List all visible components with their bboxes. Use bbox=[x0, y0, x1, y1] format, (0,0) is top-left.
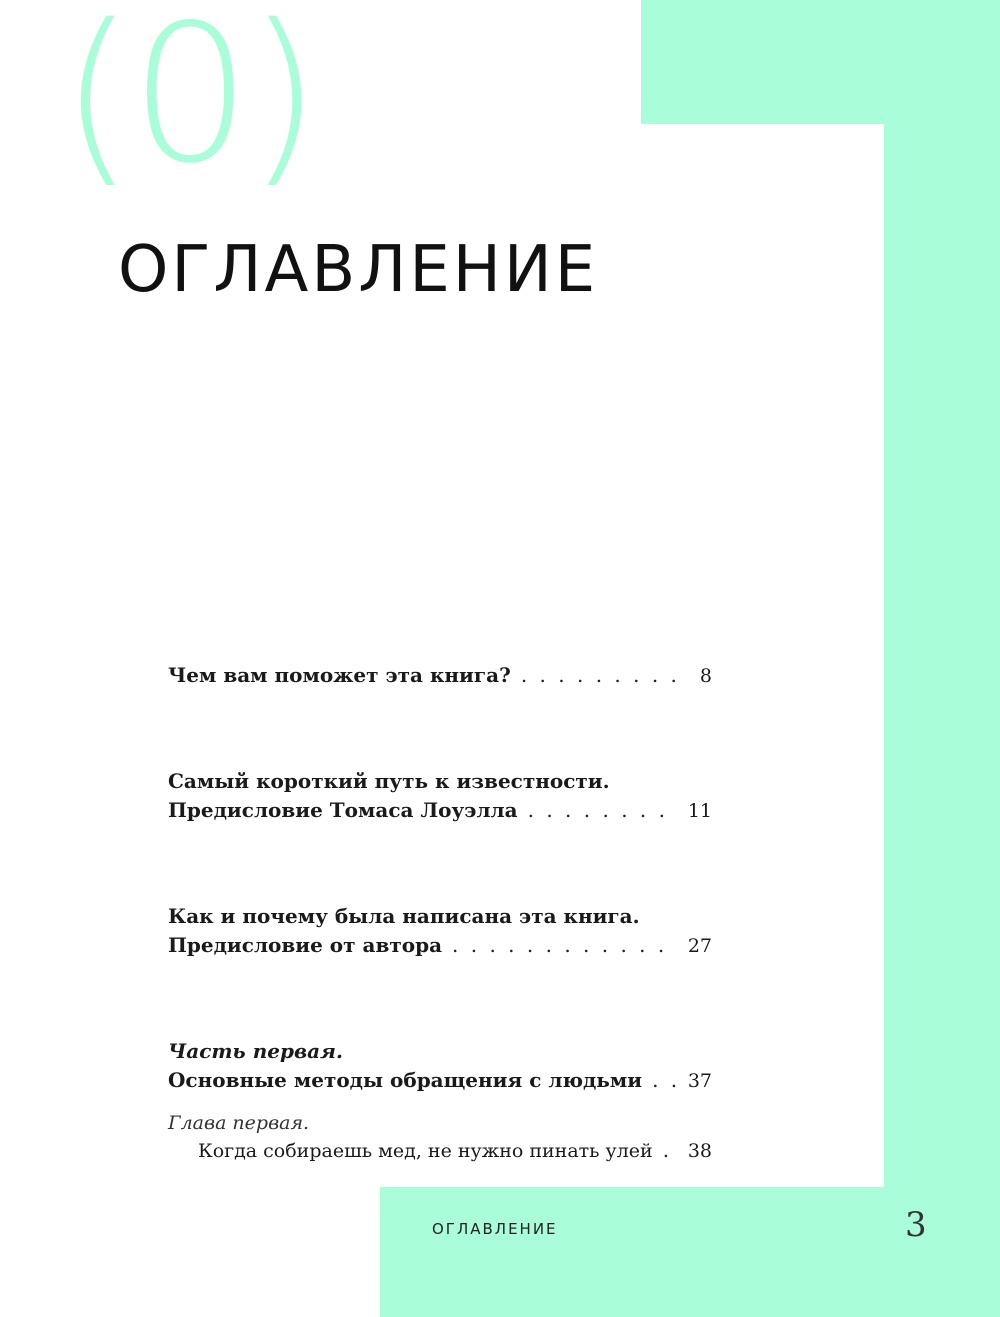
toc-entry-subtitle: Предисловие Томаса Лоуэлла bbox=[168, 798, 518, 822]
toc-chapter-label: Глава первая. bbox=[168, 1112, 310, 1134]
page-number: 3 bbox=[905, 1205, 927, 1245]
leader-dots bbox=[528, 796, 678, 825]
toc-entry-1[interactable] bbox=[168, 661, 712, 691]
toc-page-number: 27 bbox=[687, 935, 712, 957]
leader-dots bbox=[452, 931, 678, 960]
toc-entry-subtitle: Предисловие от автора bbox=[168, 933, 443, 957]
toc-entry-title: Как и почему была написана эта книга. bbox=[168, 904, 640, 928]
toc-page-number: 38 bbox=[687, 1140, 712, 1162]
toc-part-label: Часть первая. bbox=[168, 1039, 343, 1063]
page-title: ОГЛАВЛЕНИЕ bbox=[118, 233, 599, 307]
toc-page-number: 11 bbox=[687, 800, 712, 822]
running-footer: ОГЛАВЛЕНИЕ bbox=[432, 1220, 558, 1238]
toc-entry-title: Самый короткий путь к известности. bbox=[168, 769, 610, 793]
decor-band-right bbox=[884, 0, 1000, 1317]
toc-entry-2[interactable] bbox=[168, 767, 712, 826]
toc-chapter-title: Когда собираешь мед, не нужно пинать улей bbox=[198, 1140, 653, 1162]
toc-part-title: Основные методы обращения с людьми bbox=[168, 1068, 643, 1092]
leader-dots bbox=[663, 1136, 678, 1165]
toc-entry-3[interactable] bbox=[168, 902, 712, 961]
toc-chapter-1[interactable] bbox=[168, 1110, 712, 1166]
leader-dots bbox=[652, 1066, 678, 1095]
toc-entry-title: Чем вам поможет эта книга? bbox=[168, 663, 511, 687]
toc-page-number: 37 bbox=[687, 1070, 712, 1092]
toc-page-number: 8 bbox=[699, 665, 712, 687]
chapter-mark: (0) bbox=[60, 0, 318, 205]
leader-dots bbox=[521, 661, 690, 690]
toc-part-1[interactable] bbox=[168, 1037, 712, 1096]
